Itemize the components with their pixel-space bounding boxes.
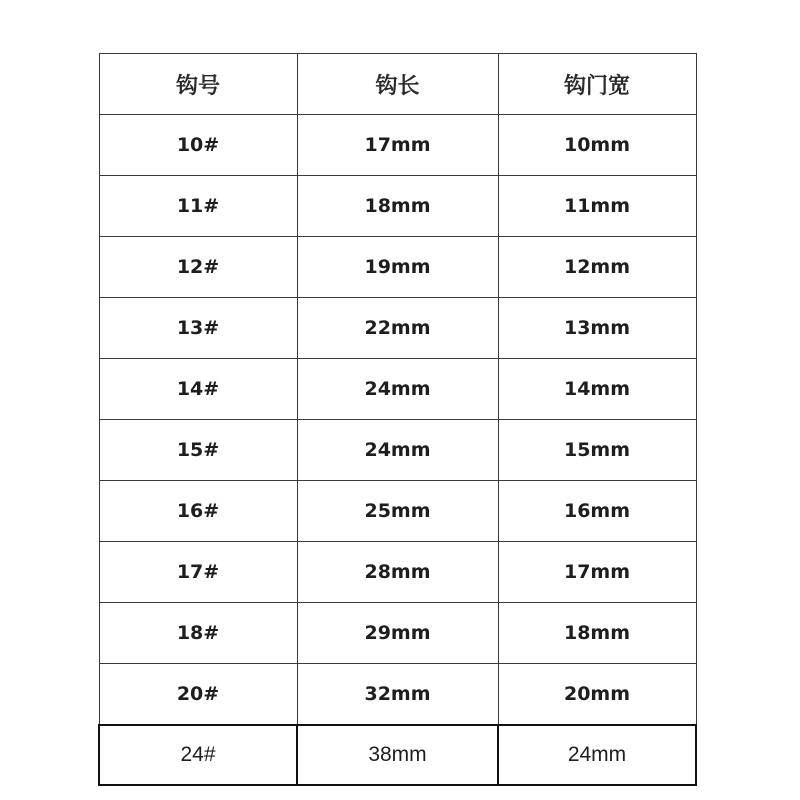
cell-hook-gap-width: 12mm xyxy=(498,237,696,298)
cell-hook-number: 14# xyxy=(99,359,297,420)
table-row xyxy=(99,359,696,420)
cell-hook-number: 20# xyxy=(99,664,297,726)
cell-hook-gap-width: 17mm xyxy=(498,542,696,603)
cell-hook-length: 32mm xyxy=(297,664,498,726)
cell-hook-gap-width: 14mm xyxy=(498,359,696,420)
cell-hook-length: 18mm xyxy=(297,176,498,237)
table-row xyxy=(99,481,696,542)
cell-hook-number: 15# xyxy=(99,420,297,481)
cell-hook-length: 29mm xyxy=(297,603,498,664)
header-hook-length: 钩长 xyxy=(297,54,498,115)
cell-hook-length: 22mm xyxy=(297,298,498,359)
table-row xyxy=(99,176,696,237)
cell-hook-number: 18# xyxy=(99,603,297,664)
hook-size-table xyxy=(98,53,697,786)
cell-hook-length: 28mm xyxy=(297,542,498,603)
cell-hook-number: 10# xyxy=(99,115,297,176)
cell-hook-gap-width: 11mm xyxy=(498,176,696,237)
cell-hook-length: 17mm xyxy=(297,115,498,176)
cell-hook-number: 11# xyxy=(99,176,297,237)
cell-hook-number: 12# xyxy=(99,237,297,298)
header-hook-number: 钩号 xyxy=(99,54,297,115)
cell-hook-gap-width: 18mm xyxy=(498,603,696,664)
cell-hook-number: 13# xyxy=(99,298,297,359)
cell-hook-length: 25mm xyxy=(297,481,498,542)
cell-hook-gap-width: 16mm xyxy=(498,481,696,542)
cell-hook-length: 19mm xyxy=(297,237,498,298)
header-hook-gap-width: 钩门宽 xyxy=(498,54,696,115)
table-row xyxy=(99,725,696,785)
cell-hook-gap-width: 20mm xyxy=(498,664,696,726)
cell-hook-number: 17# xyxy=(99,542,297,603)
cell-hook-length: 38mm xyxy=(297,725,498,785)
cell-hook-gap-width: 10mm xyxy=(498,115,696,176)
table-row xyxy=(99,115,696,176)
table-row xyxy=(99,542,696,603)
cell-hook-gap-width: 15mm xyxy=(498,420,696,481)
cell-hook-number: 16# xyxy=(99,481,297,542)
cell-hook-length: 24mm xyxy=(297,359,498,420)
table-row xyxy=(99,603,696,664)
cell-hook-gap-width: 13mm xyxy=(498,298,696,359)
cell-hook-gap-width: 24mm xyxy=(498,725,696,785)
table-row xyxy=(99,298,696,359)
table-row xyxy=(99,237,696,298)
cell-hook-number: 24# xyxy=(99,725,297,785)
table-row xyxy=(99,420,696,481)
table-header-row xyxy=(99,54,696,115)
table-row xyxy=(99,664,696,726)
cell-hook-length: 24mm xyxy=(297,420,498,481)
